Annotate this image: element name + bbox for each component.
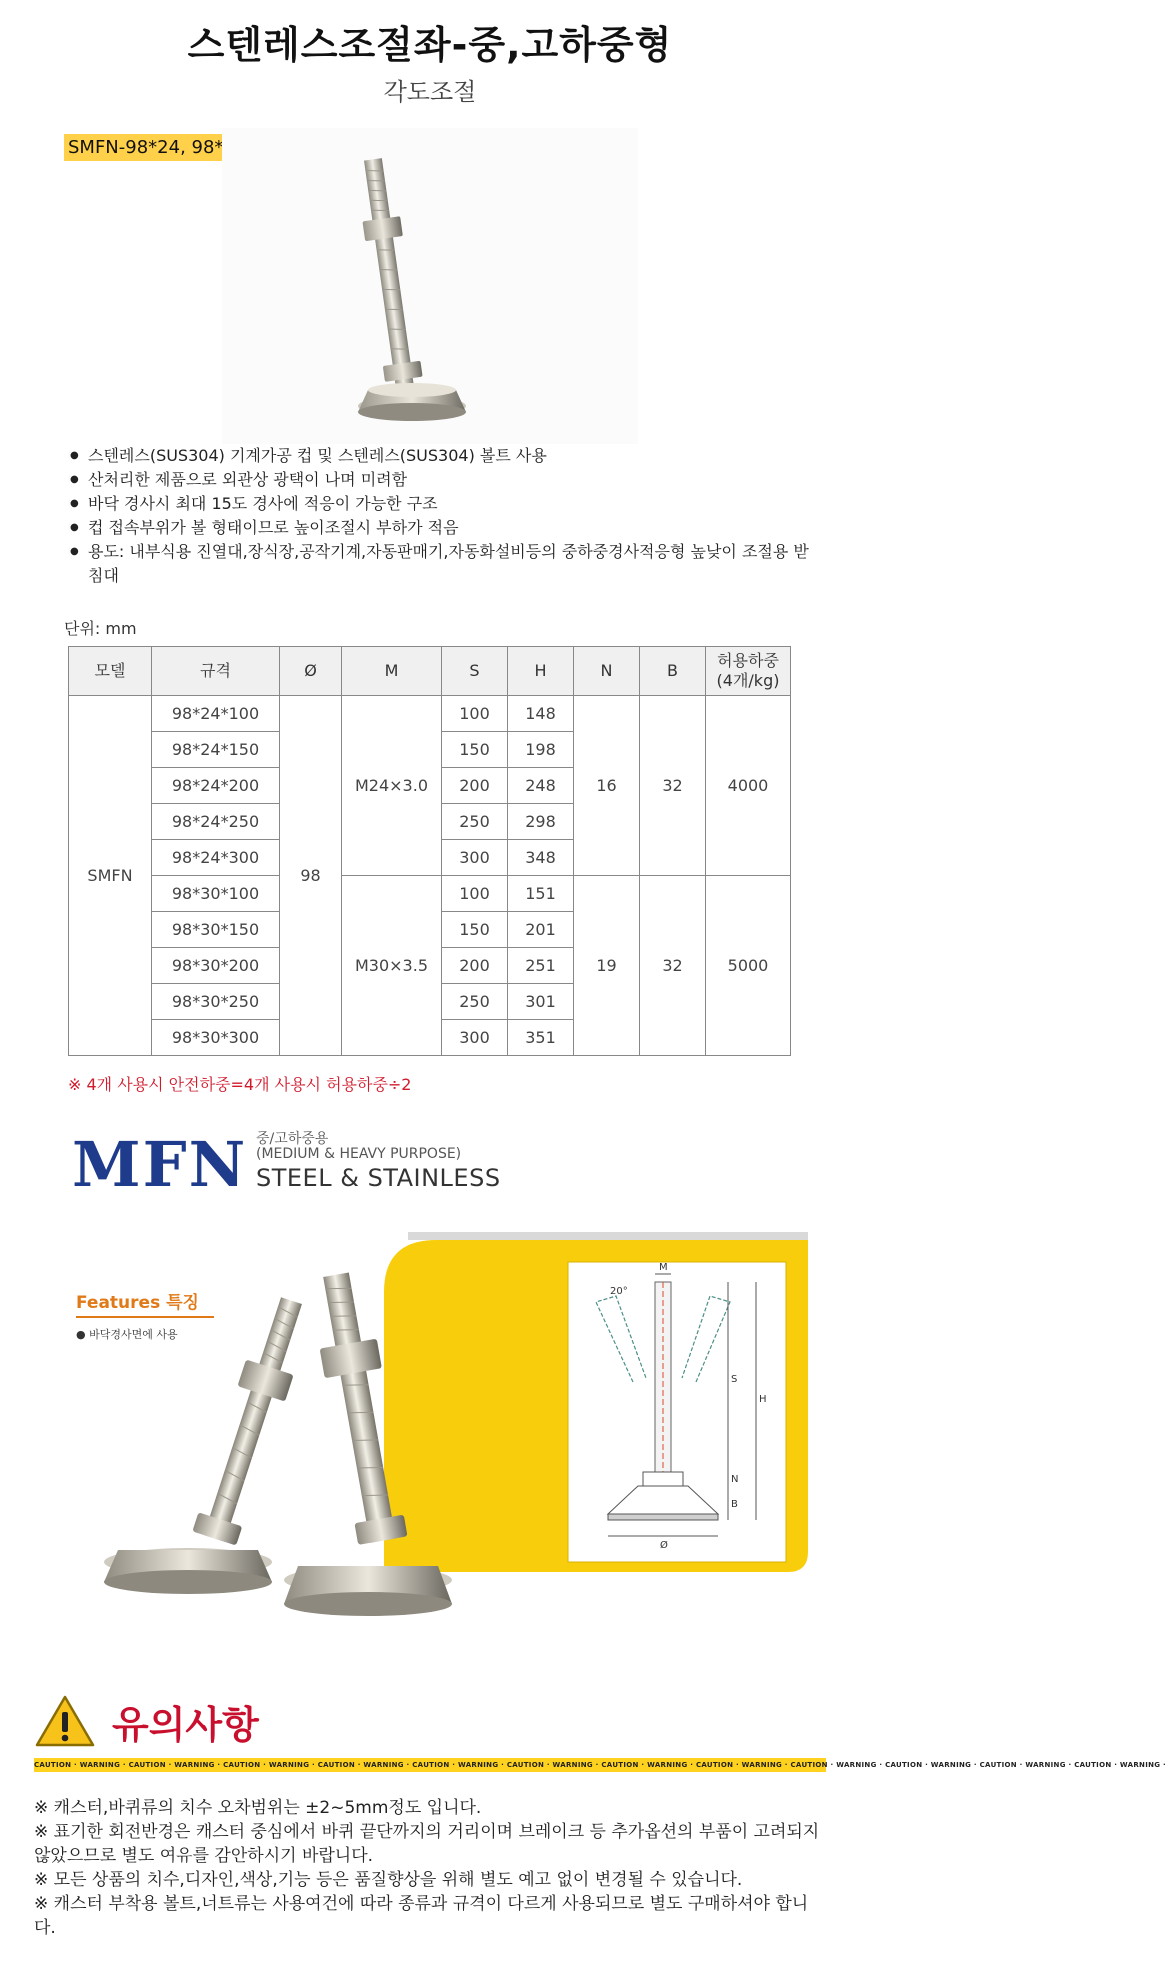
feature-item: ● 용도: 내부식용 진열대,장식장,공작기계,자동판매기,자동화설비등의 중하중경사적응형 높낮이 조절용 받침대 bbox=[64, 540, 824, 588]
cell-spec: 98*24*200 bbox=[152, 768, 280, 804]
col-header-model: 모델 bbox=[69, 647, 152, 696]
cell-spec: 98*30*100 bbox=[152, 876, 280, 912]
warning-band-text: CAUTION · WARNING · bbox=[885, 1761, 980, 1769]
svg-text:Ø: Ø bbox=[660, 1540, 668, 1551]
cell-s: 150 bbox=[442, 732, 508, 768]
cell-s: 250 bbox=[442, 804, 508, 840]
notice-item: ※ 캐스터,바퀴류의 치수 오차범위는 ±2~5mm정도 입니다. bbox=[34, 1798, 482, 1818]
caution-title: 유의사항 bbox=[112, 1703, 259, 1747]
warning-band-text: CAUTION · WARNING · bbox=[1074, 1761, 1166, 1769]
col-header-b: B bbox=[640, 647, 706, 696]
col-header-s: S bbox=[442, 647, 508, 696]
feature-list bbox=[64, 444, 824, 588]
warning-band-text: CAUTION · WARNING · bbox=[317, 1761, 413, 1769]
svg-text:N: N bbox=[731, 1474, 739, 1485]
cell-s: 300 bbox=[442, 1020, 508, 1056]
notice-item: ※ 캐스터 부착용 볼트,너트류는 사용여건에 따라 종류과 규격이 다르게 사용되므로 별도 구매하셔야 합니다. bbox=[34, 1894, 809, 1938]
warning-band-text: CAUTION · WARNING · bbox=[34, 1761, 129, 1769]
cell-h: 351 bbox=[508, 1020, 574, 1056]
page-subtitle: 각도조절 bbox=[383, 78, 477, 106]
cell-spec: 98*24*300 bbox=[152, 840, 280, 876]
svg-text:M: M bbox=[659, 1262, 668, 1273]
feature-item: ● 스텐레스(SUS304) 기계가공 컵 및 스텐레스(SUS304) 볼트 사용 bbox=[64, 444, 824, 468]
feature-item: ● 바닥 경사시 최대 15도 경사에 적응이 가능한 구조 bbox=[64, 492, 824, 516]
cell-model: SMFN bbox=[69, 696, 152, 1056]
cell-n: 16 bbox=[574, 696, 640, 876]
col-header-load: 허용하중 (4개/kg) bbox=[706, 647, 791, 696]
table-header-row bbox=[69, 647, 791, 696]
features-bullet: ● 바닥경사면에 사용 bbox=[76, 1328, 178, 1341]
warning-band-text: CAUTION · WARNING · bbox=[506, 1761, 602, 1769]
cell-s: 100 bbox=[442, 876, 508, 912]
warning-band-text: CAUTION · WARNING · bbox=[412, 1761, 507, 1769]
unit-label: 단위: mm bbox=[64, 619, 137, 638]
cell-h: 348 bbox=[508, 840, 574, 876]
cell-h: 248 bbox=[508, 768, 574, 804]
feature-item: ● 컵 접속부위가 볼 형태이므로 높이조절시 부하가 적음 bbox=[64, 516, 824, 540]
col-header-phi: Ø bbox=[280, 647, 342, 696]
cell-spec: 98*30*150 bbox=[152, 912, 280, 948]
svg-text:H: H bbox=[759, 1394, 767, 1405]
cell-s: 250 bbox=[442, 984, 508, 1020]
warning-band-text: CAUTION · WARNING · bbox=[223, 1761, 318, 1769]
cell-m: M30×3.5 bbox=[342, 876, 442, 1056]
cell-h: 251 bbox=[508, 948, 574, 984]
caution-notices bbox=[34, 1796, 824, 1940]
cell-spec: 98*30*200 bbox=[152, 948, 280, 984]
cell-spec: 98*30*250 bbox=[152, 984, 280, 1020]
cell-h: 148 bbox=[508, 696, 574, 732]
cell-spec: 98*24*150 bbox=[152, 732, 280, 768]
brand-line3: STEEL & STAINLESS bbox=[256, 1164, 501, 1192]
warning-triangle-icon bbox=[34, 1694, 96, 1748]
model-tag: SMFN-98*24, 98*30 bbox=[64, 134, 250, 161]
col-header-h: H bbox=[508, 647, 574, 696]
cell-h: 198 bbox=[508, 732, 574, 768]
product-photo bbox=[222, 128, 638, 444]
brand-line2: (MEDIUM & HEAVY PURPOSE) bbox=[256, 1146, 462, 1162]
notice-item: ※ 모든 상품의 치수,디자인,색상,기능 등은 품질향상을 위해 별도 예고 없이 변경될 수 있습니다. bbox=[34, 1870, 743, 1890]
col-header-spec: 규격 bbox=[152, 647, 280, 696]
cell-spec: 98*30*300 bbox=[152, 1020, 280, 1056]
cell-m: M24×3.0 bbox=[342, 696, 442, 876]
cell-s: 100 bbox=[442, 696, 508, 732]
warning-band-text: CAUTION · WARNING · bbox=[790, 1761, 886, 1769]
cell-phi: 98 bbox=[280, 696, 342, 1056]
warning-band-text: CAUTION · WARNING · bbox=[695, 1761, 791, 1769]
notice-item: ※ 표기한 회전반경은 캐스터 중심에서 바퀴 끝단까지의 거리이며 브레이크 등 추가옵션의 부품이 고려되지 않았으므로 별도 여유를 감안하시기 바랍니다. bbox=[34, 1822, 820, 1866]
col-header-n: N bbox=[574, 647, 640, 696]
cell-b: 32 bbox=[640, 876, 706, 1056]
brand-line1: 중/고하중용 bbox=[256, 1131, 329, 1147]
svg-text:B: B bbox=[731, 1499, 738, 1510]
warning-band-text: CAUTION · WARNING · bbox=[601, 1761, 696, 1769]
cell-h: 151 bbox=[508, 876, 574, 912]
cell-spec: 98*24*250 bbox=[152, 804, 280, 840]
table-row bbox=[69, 696, 791, 732]
svg-text:20°: 20° bbox=[610, 1286, 628, 1297]
warning-band-text: CAUTION · WARNING · bbox=[128, 1761, 224, 1769]
features-underline bbox=[76, 1316, 214, 1318]
cell-n: 19 bbox=[574, 876, 640, 1056]
safety-note: ※ 4개 사용시 안전하중=4개 사용시 허용하중÷2 bbox=[68, 1075, 412, 1094]
cell-s: 300 bbox=[442, 840, 508, 876]
cell-h: 301 bbox=[508, 984, 574, 1020]
cell-s: 200 bbox=[442, 948, 508, 984]
table-row bbox=[69, 876, 791, 912]
cell-load: 5000 bbox=[706, 876, 791, 1056]
cell-h: 201 bbox=[508, 912, 574, 948]
cell-b: 32 bbox=[640, 696, 706, 876]
warning-band-text: CAUTION · WARNING · bbox=[979, 1761, 1075, 1769]
features-heading: Features 특징 bbox=[76, 1293, 199, 1313]
cell-s: 200 bbox=[442, 768, 508, 804]
cell-s: 150 bbox=[442, 912, 508, 948]
cell-h: 298 bbox=[508, 804, 574, 840]
brand-logo: MFN bbox=[72, 1128, 248, 1201]
page-title: 스텐레스조절좌-중,고하중형 bbox=[187, 23, 673, 67]
col-header-m: M bbox=[342, 647, 442, 696]
spec-table bbox=[68, 646, 791, 1056]
cell-spec: 98*24*100 bbox=[152, 696, 280, 732]
svg-text:S: S bbox=[731, 1374, 738, 1385]
cell-load: 4000 bbox=[706, 696, 791, 876]
warning-band bbox=[34, 1758, 1166, 1772]
feature-item: ● 산처리한 제품으로 외관상 광택이 나며 미려함 bbox=[64, 468, 824, 492]
